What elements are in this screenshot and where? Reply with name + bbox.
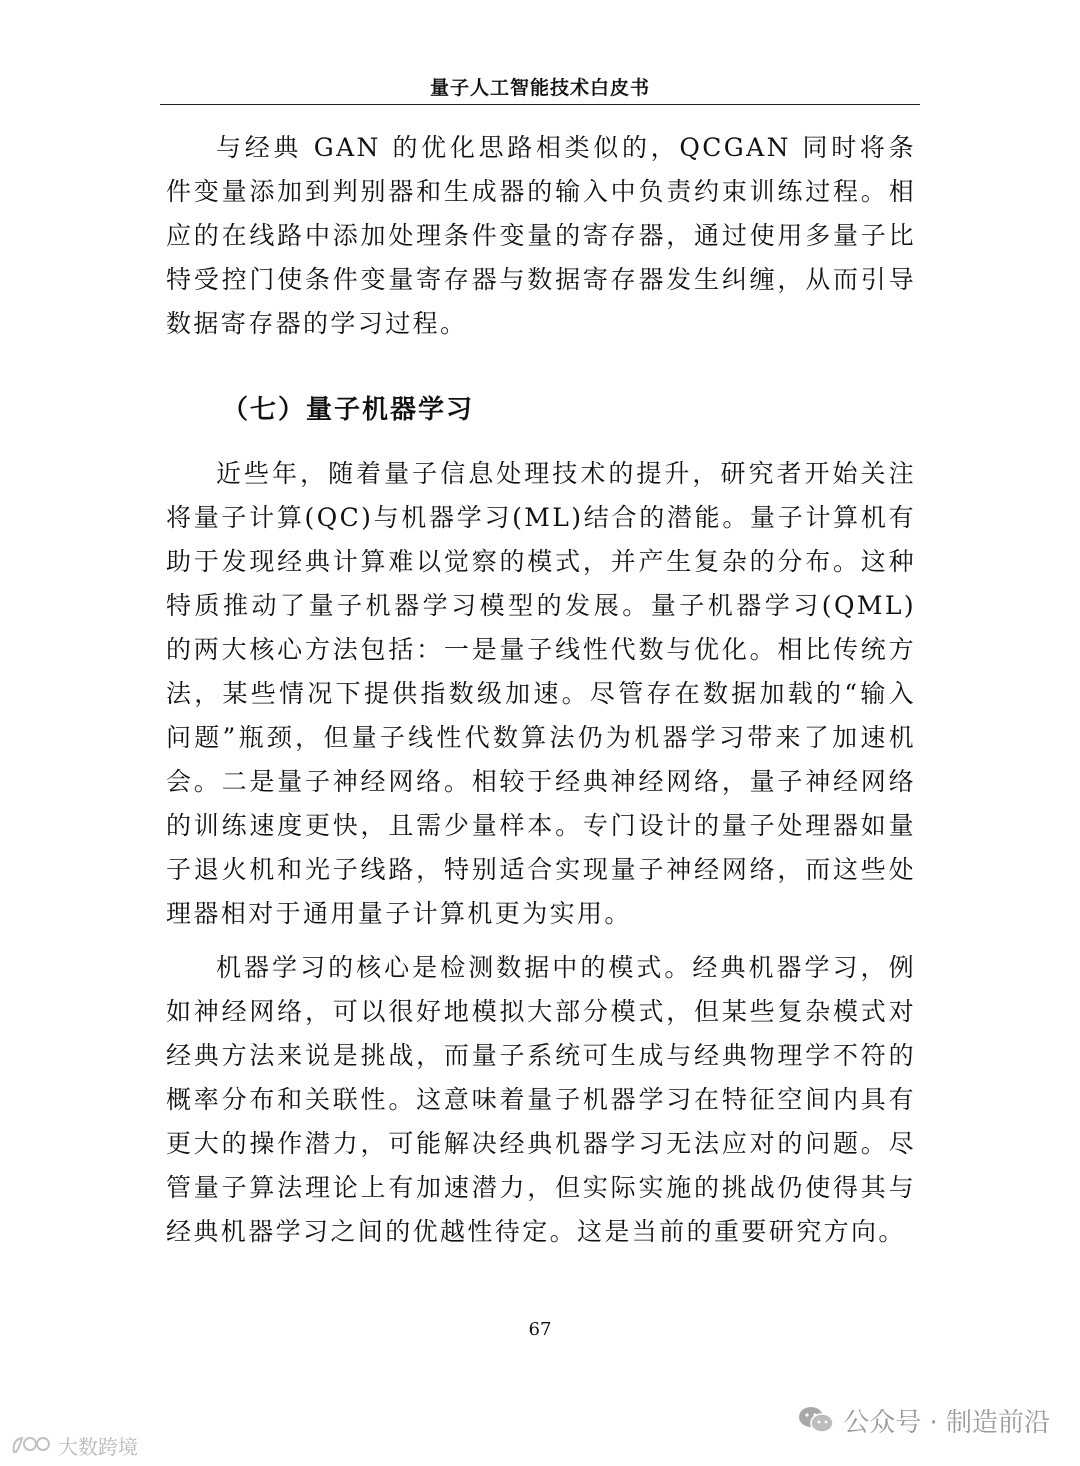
page-number: 67 bbox=[528, 1319, 552, 1340]
watermark-right bbox=[797, 1400, 1050, 1440]
watermark-right-text: 公众号 · 制造前沿 bbox=[843, 1407, 1050, 1438]
paragraph-qml-overview: 近些年，随着量子信息处理技术的提升，研究者开始关注将量子计算(QC)与机器学习(ML)结合的潜能。量子计算机有助于发现经典计算难以觉察的模式，并产生复杂的分布。这种特质推动了量子机器学习模型的发展。量子机器学习(QML)的两大核心方法包括：一是量子线性代数与优化。相比传统方法，某些情况下提供指数级加速。尽管存在数据加载的“输入问题”瓶颈，但量子线性代数算法仍为机器学习带来了加速机会。二是量子神经网络。相较于经典神经网络，量子神经网络的训练速度更快，且需少量样本。专门设计的量子处理器如量子退火机和光子线路，特别适合实现量子神经网络，而这些处理器相对于通用量子计算机更为实用。 bbox=[166, 459, 916, 928]
paragraph-qcgan: 与经典 GAN 的优化思路相类似的，QCGAN 同时将条件变量添加到判别器和生成器的输入中负责约束训练过程。相应的在线路中添加处理条件变量的寄存器，通过使用多量子比特受控门使条件变量寄存器与数据寄存器发生纠缠，从而引导数据寄存器的学习过程。 bbox=[166, 133, 916, 338]
watermark-left-text: 大数跨境 bbox=[58, 1434, 138, 1459]
paragraph-pattern-detection: 机器学习的核心是检测数据中的模式。经典机器学习，例如神经网络，可以很好地模拟大部分模式，但某些复杂模式对经典方法来说是挑战，而量子系统可生成与经典物理学不符的概率分布和关联性。这意味着量子机器学习在特征空间内具有更大的操作潜力，可能解决经典机器学习无法应对的问题。尽管量子算法理论上有加速潜力，但实际实施的挑战仍使得其与经典机器学习之间的优越性待定。这是当前的重要研究方向。 bbox=[166, 953, 916, 1246]
section-heading-quantum-ml: （七）量子机器学习 bbox=[222, 395, 475, 425]
watermark-left bbox=[10, 1430, 138, 1460]
watermark-logo-icon bbox=[10, 1432, 54, 1458]
running-header-title: 量子人工智能技术白皮书 bbox=[429, 77, 650, 99]
wechat-icon bbox=[797, 1404, 835, 1436]
header-divider bbox=[160, 104, 920, 105]
